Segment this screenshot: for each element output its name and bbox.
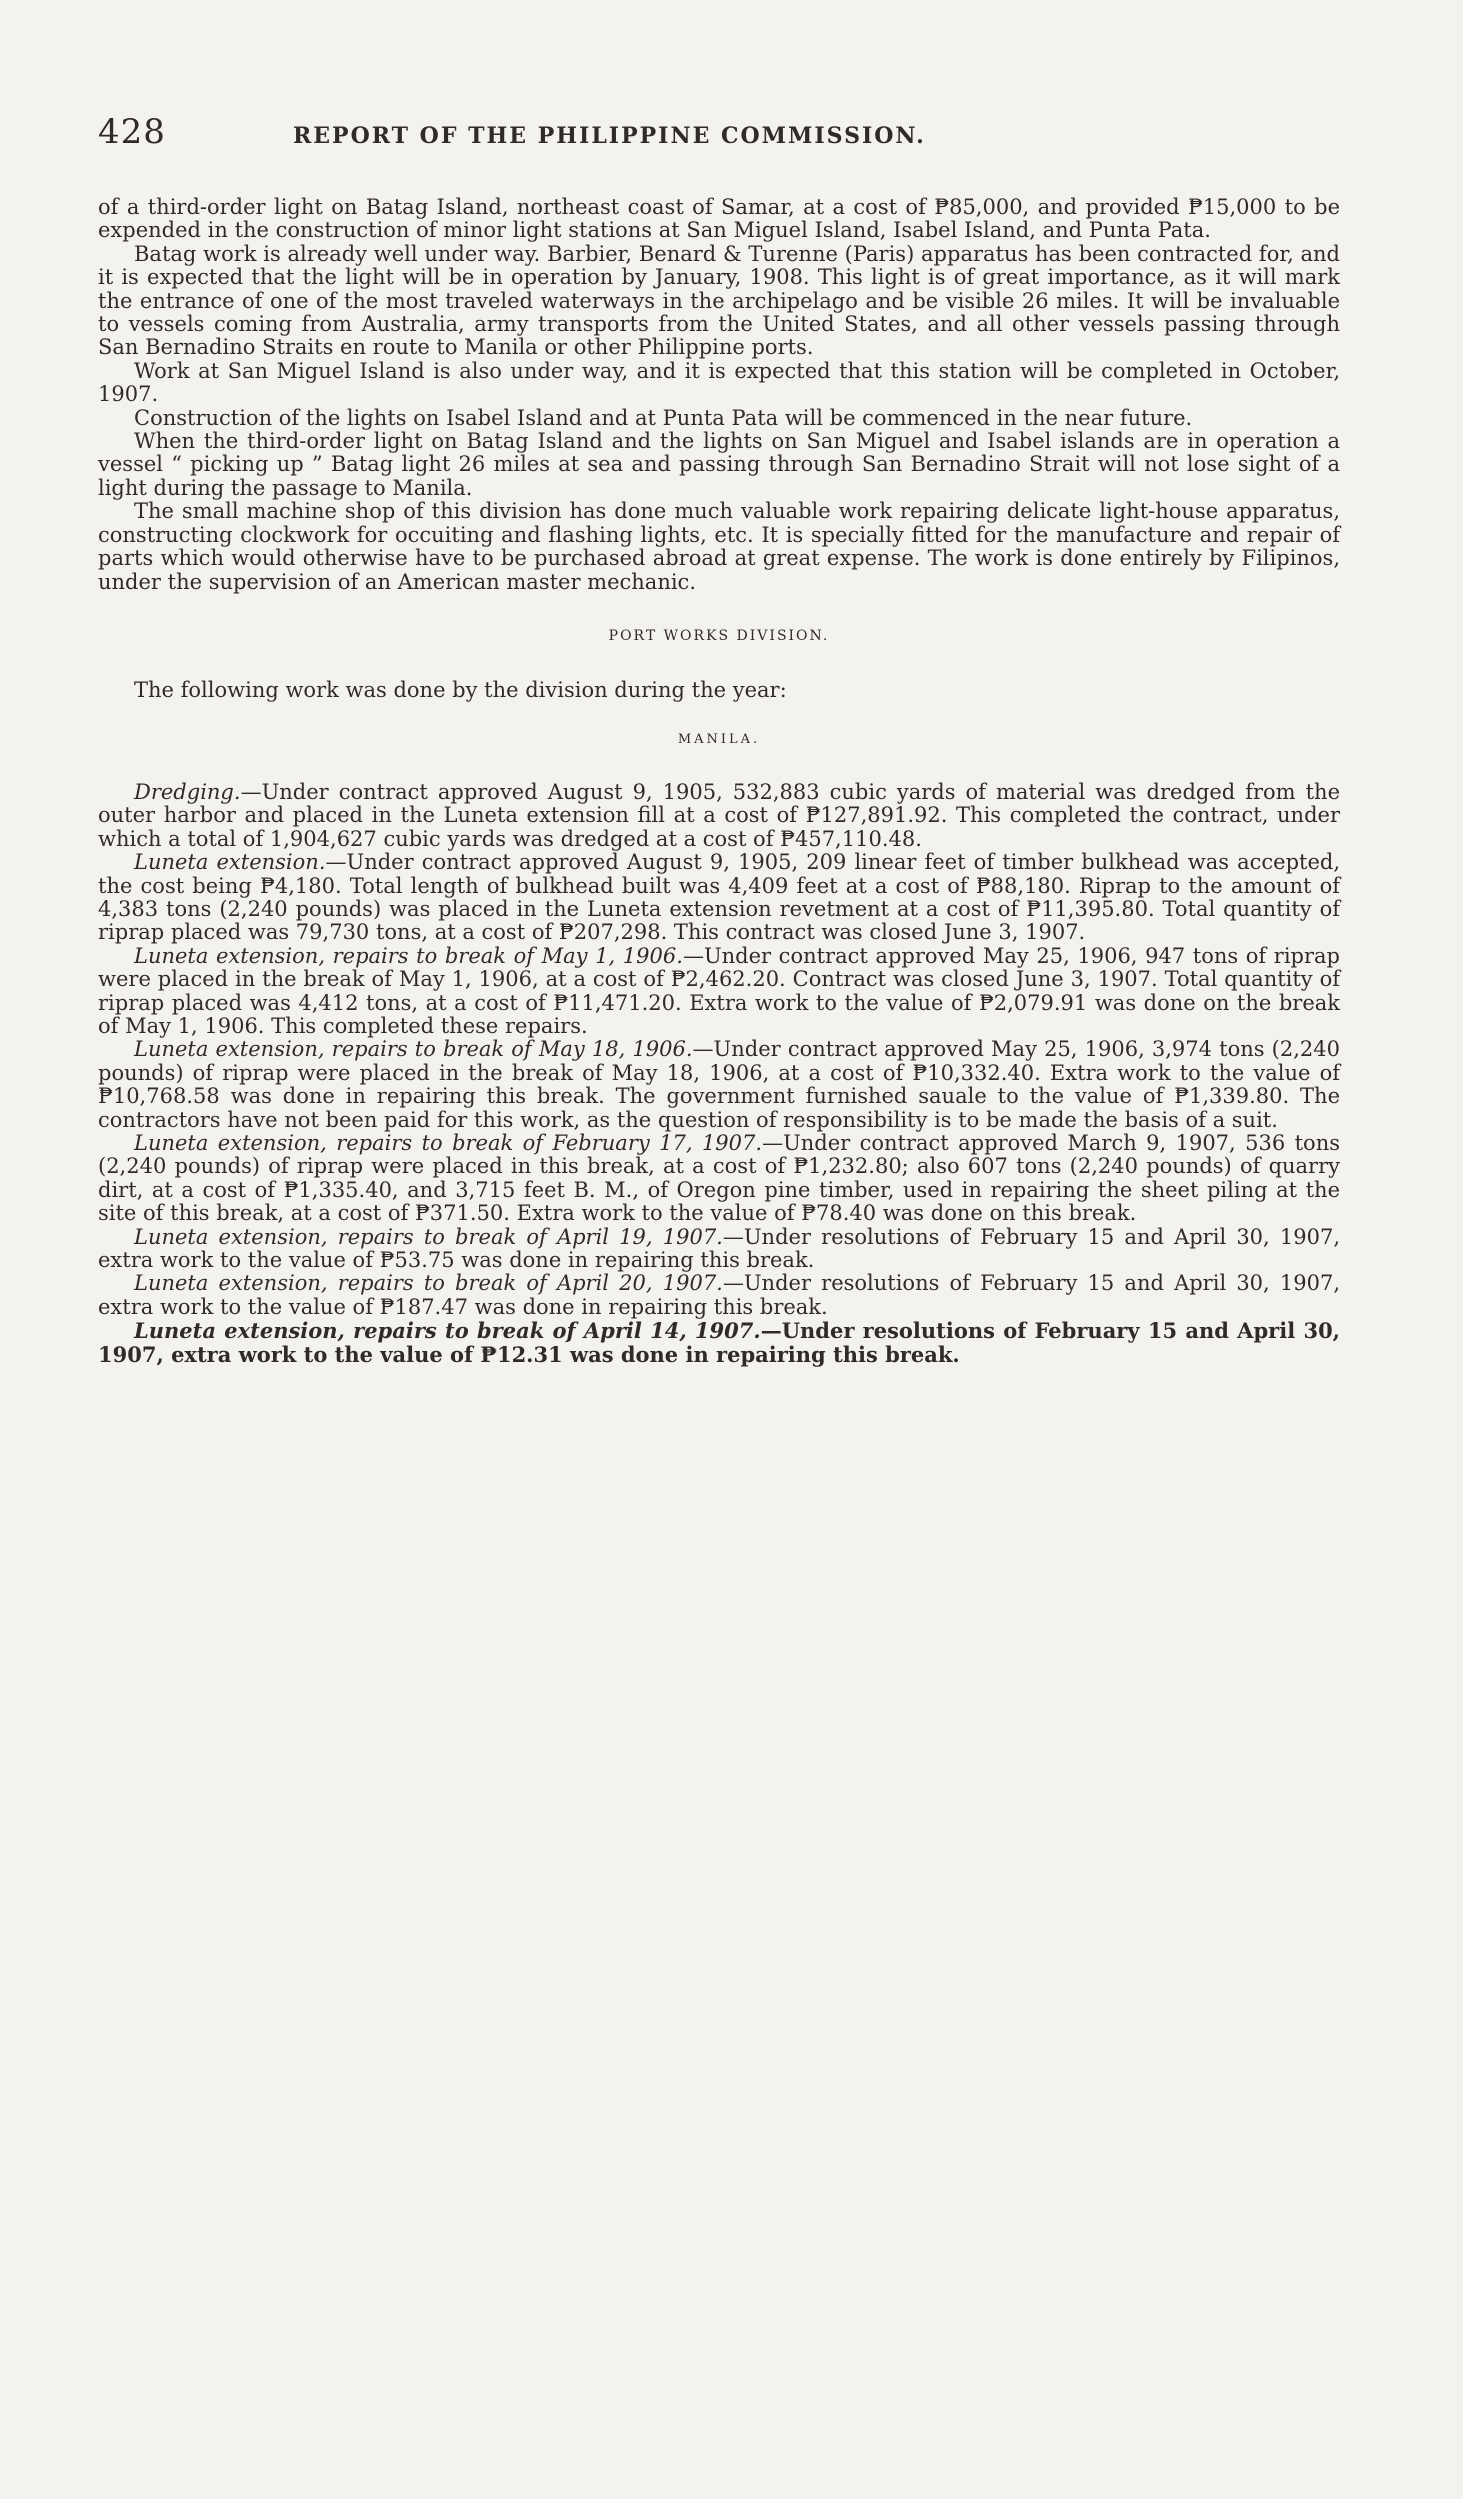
- paragraph-batag-work: Batag work is already well under way. Barbier, Benard & Turenne (Paris) apparatus has been contracted for, and it is expected that the light will be in operation by January, 1908. This light is of great importance, as it will mark the entrance of one of the most traveled waterways in the archipelago and be visible 26 miles. It will be invaluable to vessels coming from Australia, army transports from the United States, and all other vessels passing through San Bernadino Straits en route to Manila or other Philippine ports.: [98, 241, 1340, 360]
- entry-break-may-1: [98, 945, 1340, 1039]
- entry-break-apr-19: [98, 1226, 1340, 1273]
- paragraph-san-miguel: Work at San Miguel Island is also under way, and it is expected that this station will be completed in October, 1907.: [98, 358, 1340, 407]
- entry-luneta-extension: [98, 851, 1340, 945]
- entry-dredging: [98, 781, 1340, 851]
- entry-break-may-18: [98, 1038, 1340, 1132]
- entry-lead: Luneta extension, repairs to break of May 18, 1906.: [134, 1037, 693, 1062]
- running-head: REPORT OF THE PHILIPPINE COMMISSION.: [293, 123, 926, 149]
- entry-lead: Luneta extension.: [134, 850, 326, 875]
- entry-lead: Luneta extension, repairs to break of May 1, 1906.: [134, 943, 683, 968]
- section-heading: PORT WORKS DIVISION.: [608, 627, 830, 644]
- entry-lead: Luneta extension, repairs to break of February 17, 1907.: [134, 1131, 763, 1155]
- intro-line: The following work was done by the division during the year:: [134, 677, 787, 702]
- sub-heading: MANILA.: [677, 731, 761, 747]
- entry-text: —Under resolutions of February 15 and April 30, 1907, extra work to the value of ₱187.47 was done in repairing this break.: [98, 1271, 1340, 1319]
- entry-lead: Dredging.: [134, 779, 241, 804]
- paragraph-isabel-punta-pata: Construction of the lights on Isabel Island and at Punta Pata will be commenced in the near future.: [134, 405, 1193, 430]
- paragraph-passage-to-manila: When the third-order light on Batag Island and the lights on San Miguel and Isabel islands are in operation a vessel “ picking up ” Batag light 26 miles at sea and passing through San Bernadino Strait will not lose sight of a light during the passage to Manila.: [98, 429, 1340, 500]
- page-header: [98, 112, 1340, 172]
- entry-text: —Under contract approved March 9, 1907, 536 tons (2,240 pounds) of riprap were placed in this break, at a cost of ₱1,232.80; also 607 tons (2,240 pounds) of quarry dirt, at a cost of ₱1,335.40, and 3,715 feet B. M., of Oregon pine timber, used in repairing the sheet piling at the site of this break, at a cost of ₱371.50. Extra work to the value of ₱78.40 was done on this break.: [98, 1131, 1340, 1226]
- entry-lead: Luneta extension, repairs to break of April 20, 1907.: [134, 1271, 723, 1296]
- entry-lead: Luneta extension, repairs to break of April 19, 1907.: [134, 1224, 723, 1249]
- page-number: 428: [98, 112, 166, 152]
- paragraph-machine-shop: The small machine shop of this division has done much valuable work repairing delicate light-house apparatus, constructing clockwork for occuiting and flashing lights, etc. It is specially fitted for the manufacture and repair of parts which would otherwise have to be purchased abroad at great expense. The work is done entirely by Filipinos, under the supervision of an American master mechanic.: [98, 499, 1340, 594]
- document-page: [98, 112, 1340, 1366]
- entry-text: —Under contract approved May 25, 1906, 3,974 tons (2,240 pounds) of riprap were placed in the break of May 18, 1906, at a cost of ₱10,332.40. Extra work to the value of ₱10,768.58 was done in repairing this break. The government furnished sauale to the value of ₱1,339.80. The contractors have not been paid for this work, as the question of responsibility is to be made the basis of a suit.: [98, 1037, 1340, 1132]
- entry-text: —Under contract approved May 25, 1906, 947 tons of riprap were placed in the break of May 1, 1906, at a cost of ₱2,462.20. Contract was closed June 3, 1907. Total quantity of riprap placed was 4,412 tons, at a cost of ₱11,471.20. Extra work to the value of ₱2,079.91 was done on the break of May 1, 1906. This completed these repairs.: [98, 943, 1341, 1038]
- entry-break-feb-17: [98, 1132, 1340, 1226]
- entry-break-apr-20: [98, 1272, 1340, 1319]
- entry-lead: Luneta extension, repairs to break of April 14, 1907.: [134, 1318, 761, 1344]
- entry-text: —Under resolutions of February 15 and April 30, 1907, extra work to the value of ₱53.75 was done in repairing this break.: [98, 1224, 1340, 1273]
- entry-text: —Under resolutions of February 15 and April 30, 1907, extra work to the value of ₱12.31 was done in repairing this break.: [98, 1318, 1340, 1367]
- paragraph-batag-cost: of a third-order light on Batag Island, northeast coast of Samar, at a cost of ₱85,000, and provided ₱15,000 to be expended in the construction of minor light stations at San Miguel Island, Isabel Island, and Punta Pata.: [98, 195, 1340, 243]
- entry-text: —Under contract approved August 9, 1905, 532,883 cubic yards of material was dredged from the outer harbor and placed in the Luneta extension fill at a cost of ₱127,891.92. This completed the contract, under which a total of 1,904,627 cubic yards was dredged at a cost of ₱457,110.48.: [98, 779, 1340, 851]
- entry-text: —Under contract approved August 9, 1905, 209 linear feet of timber bulkhead was accepted, the cost being ₱4,180. Total length of bulkhead built was 4,409 feet at a cost of ₱88,180. Riprap to the amount of 4,383 tons (2,240 pounds) was placed in the Luneta extension revetment at a cost of ₱11,395.80. Total quantity of riprap placed was 79,730 tons, at a cost of ₱207,298. This contract was closed June 3, 1907.: [98, 850, 1340, 945]
- entry-break-apr-14: [98, 1319, 1340, 1366]
